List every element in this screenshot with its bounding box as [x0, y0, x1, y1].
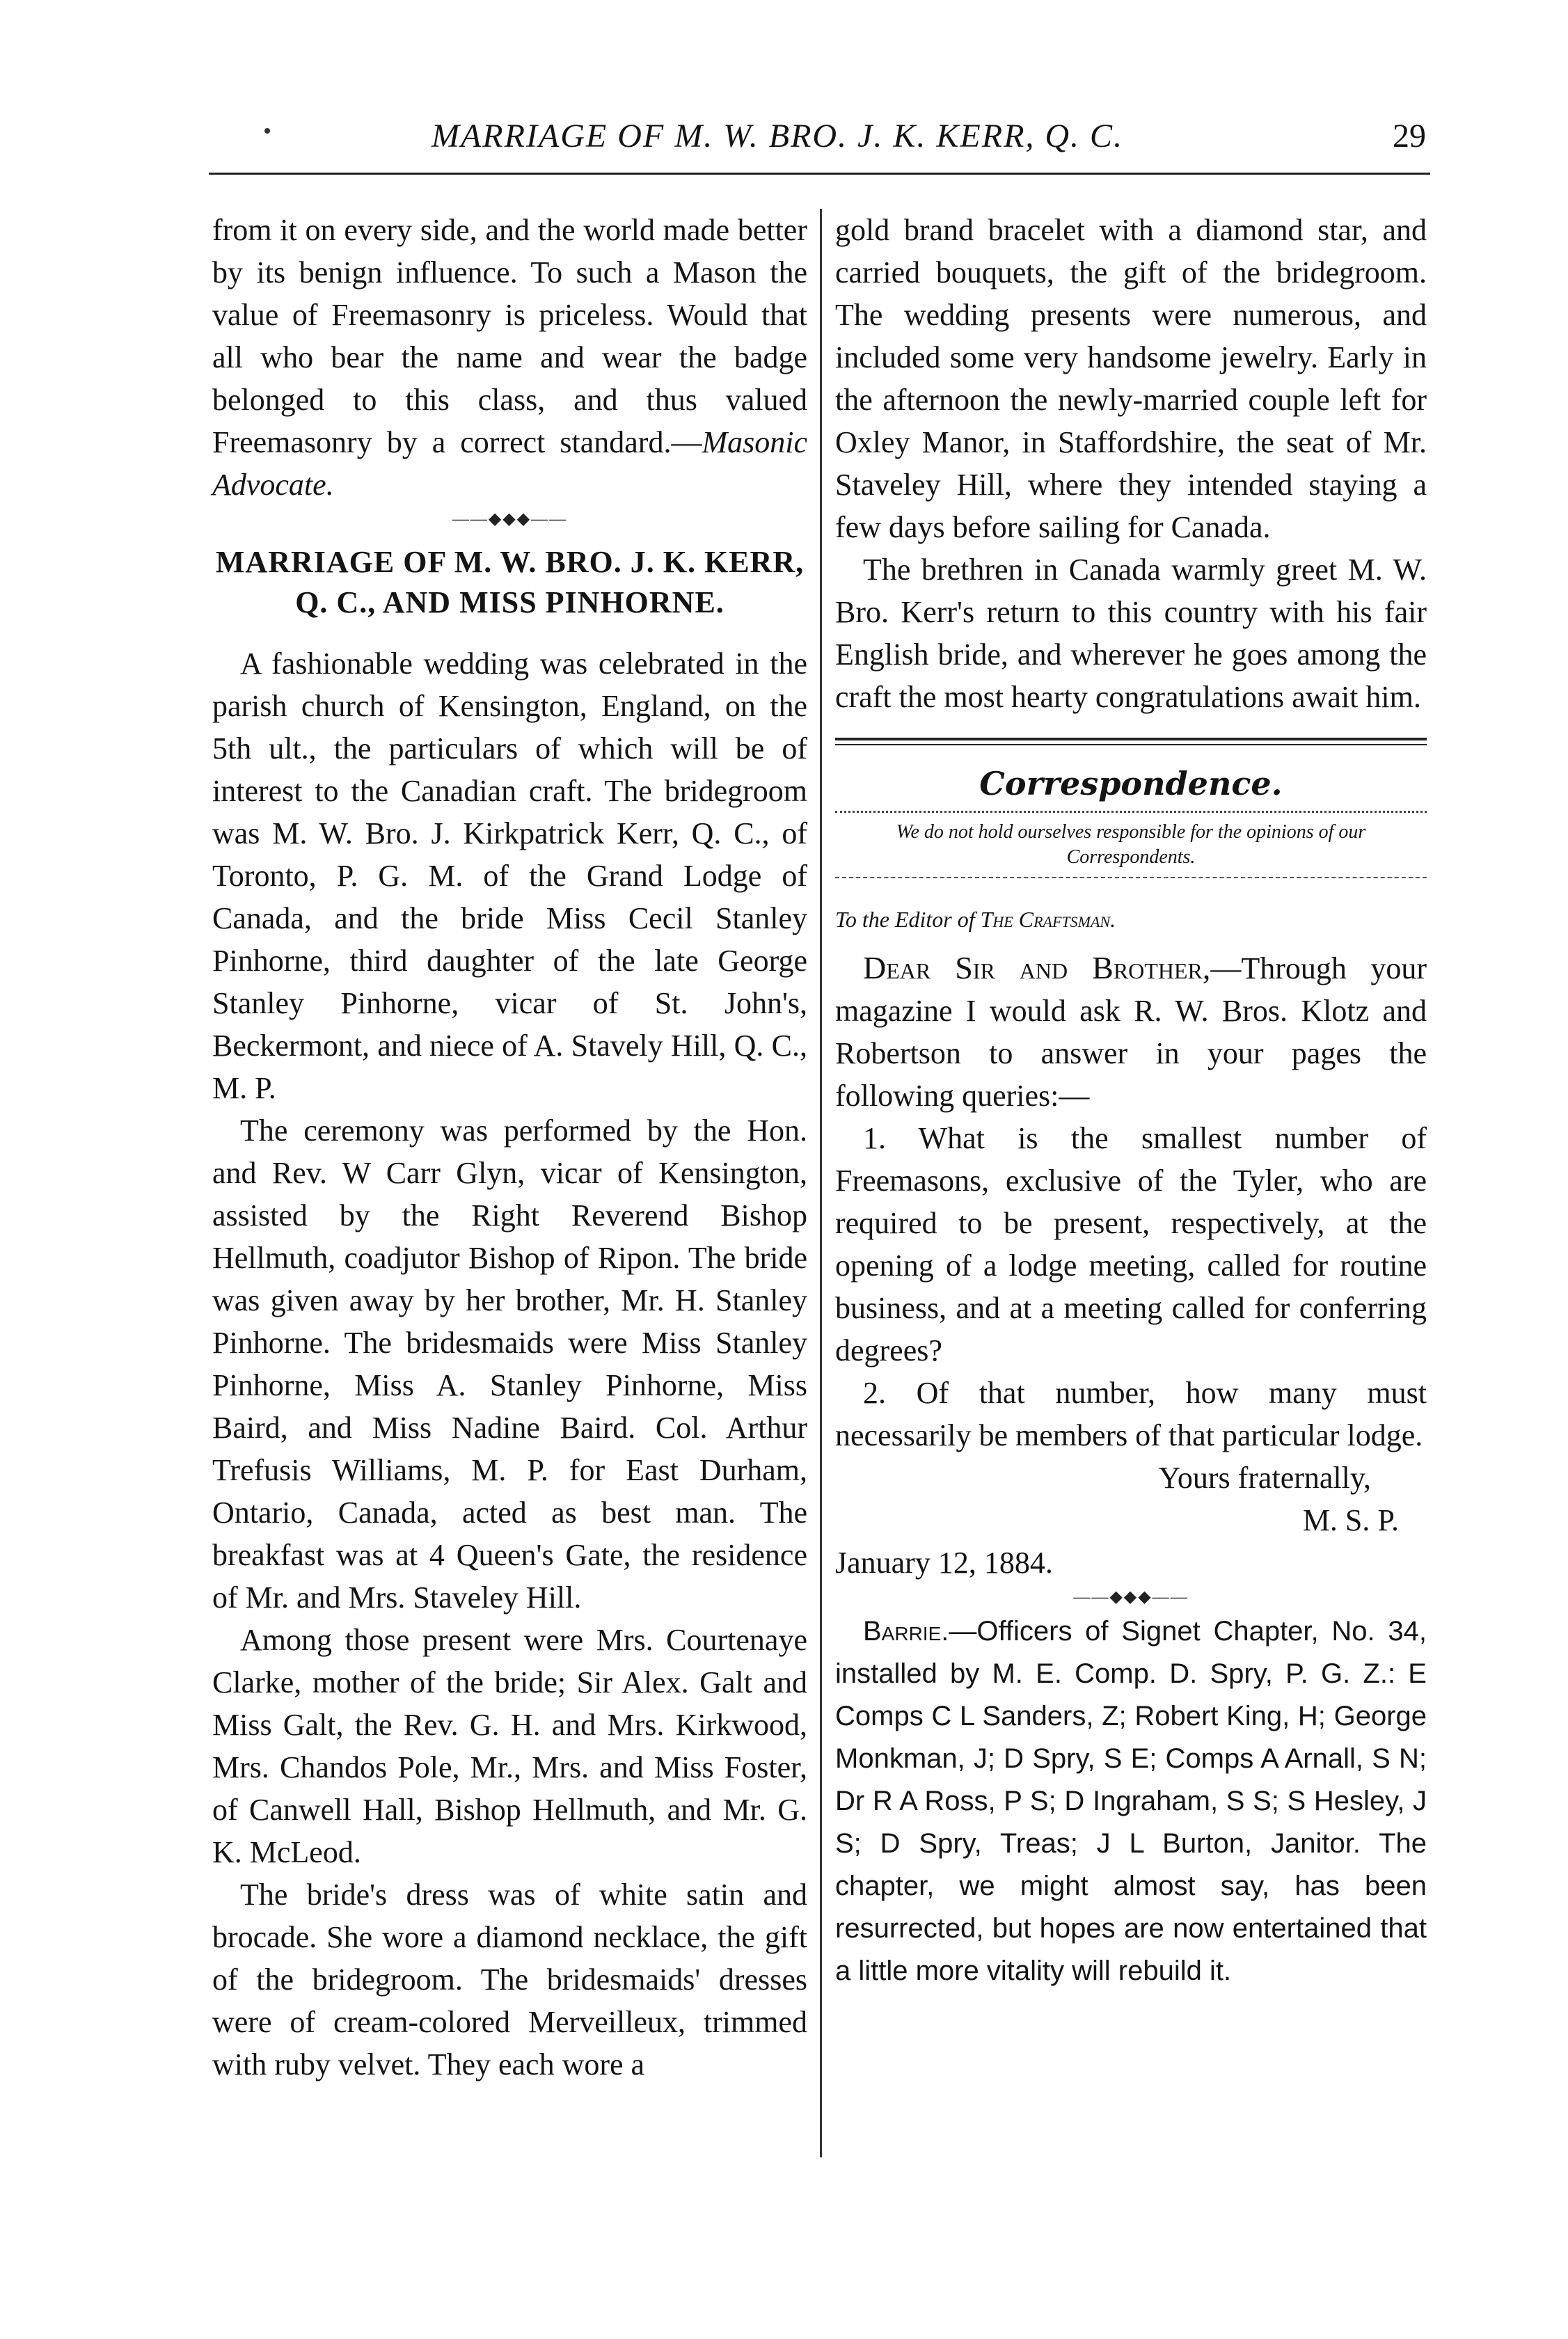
left-column: [212, 209, 807, 2086]
double-rule: [835, 738, 1427, 745]
article-paragraph: The brethren in Canada warmly greet M. W. Bro. Kerr's return to this country with his fair English bride, and wherever he goes among the craft the most hearty congratulations await him.: [835, 553, 1427, 714]
section-title: Correspondence.: [979, 765, 1283, 802]
article-paragraph: Among those present were Mrs. Courtenaye Clarke, mother of the bride; Sir Alex. Galt and Miss Galt, the Rev. G. H. and Mrs. Kirkwood, Mrs. Chandos Pole, Mr., Mrs. and Miss Foster, of Canwell Hall, Bishop Hellmuth, and Mr. G. K. McLeod.: [212, 1623, 807, 1869]
page-header: [251, 111, 1430, 167]
article-paragraph: The bride's dress was of white satin and brocade. She wore a diamond necklace, the gift of the bridegroom. The bridesmaids' dresses were of cream-colored Merveilleux, trimmed with ruby velvet. They each wore a: [212, 1878, 807, 2082]
wavy-rule: [835, 877, 1427, 884]
header-dot: [264, 128, 270, 134]
editorial-disclaimer: We do not hold ourselves responsible for the opinions of our Correspondents.: [896, 821, 1366, 868]
page-number: 29: [1393, 118, 1426, 154]
dotted-rule: [835, 811, 1427, 813]
continued-paragraph: [212, 209, 807, 506]
continued-text: from it on every side, and the world made better by its benign influence. To such a Mason the value of Freemasonry is priceless. Would that all who bear the name and wear the badge belonged to this class, and thus valued Freemasonry by a correct standard.—: [212, 213, 807, 459]
letter-intro: [835, 946, 1427, 1117]
article-heading: MARRIAGE OF M. W. BRO. J. K. KERR, Q. C., AND MISS PINHORNE.: [215, 545, 805, 619]
address-prefix: To the Editor of: [835, 907, 981, 932]
letter-signature: M. S. P.: [1302, 1503, 1399, 1537]
query-paragraph: 2. Of that number, how many must necessarily be members of that particular lodge.: [835, 1376, 1427, 1452]
news-place: Barrie.: [863, 1616, 949, 1647]
letter-closing: Yours fraternally,: [1158, 1461, 1371, 1495]
letter-intro-text: —Through your magazine I would ask R. W. Bros. Klotz and Robertson to answer in your pages the following queries:—: [835, 951, 1427, 1113]
right-column: [835, 209, 1427, 1992]
article-paragraph: A fashionable wedding was celebrated in the parish church of Kensington, England, on the 5th ult., the particulars of which will be of interest to the Canadian craft. The bridegroom was M. W. Bro. J. Kirkpatrick Kerr, Q. C., of Toronto, P. G. M. of the Grand Lodge of Canada, and the bride Miss Cecil Stanley Pinhorne, third daughter of the late George Stanley Pinhorne, vicar of St. John's, Beckermont, and niece of A. Stavely Hill, Q. C., M. P.: [212, 647, 807, 1105]
salutation: Dear Sir and Brother,: [863, 950, 1211, 985]
source-citation: Masonic Advocate.: [212, 425, 807, 502]
ornament-divider: ——◆◆◆——: [1073, 1588, 1189, 1606]
news-paragraph: [835, 1610, 1427, 1992]
running-title: MARRIAGE OF M. W. BRO. J. K. KERR, Q. C.: [431, 118, 1124, 154]
query-paragraph: 1. What is the smallest number of Freemasons, exclusive of the Tyler, who are required to be present, respectively, at the opening of a lodge meeting, called for routine business, and at a meeting called for conferring degrees?: [835, 1121, 1427, 1367]
column-divider: [820, 209, 822, 2157]
article-paragraph: gold brand bracelet with a diamond star, and carried bouquets, the gift of the bridegroom. The wedding presents were numerous, and included some very handsome jewelry. Early in the afternoon the newly-married couple left for Oxley Manor, in Staffordshire, the seat of Mr. Staveley Hill, where they intended staying a few days before sailing for Canada.: [835, 213, 1427, 544]
letter-date: January 12, 1884.: [835, 1546, 1053, 1580]
news-text: —Officers of Signet Chapter, No. 34, installed by M. E. Comp. D. Spry, P. G. Z.: E Comps C L Sanders, Z; Robert King, H; George Monkman, J; D Spry, S E; Comps A Arnall, S N; Dr R A Ross, P S; D Ingraham, S S; S Hesley, J S; D Spry, Treas; J L Burton, Janitor. The chapter, we might almost say, has been resurrected, but hopes are now entertained that a little more vitality will rebuild it.: [835, 1616, 1427, 1986]
letter-address: [835, 902, 1427, 937]
ornament-divider: ——◆◆◆——: [452, 510, 568, 528]
address-paper: The Craftsman.: [980, 907, 1116, 932]
article-paragraph: The ceremony was performed by the Hon. and Rev. W Carr Glyn, vicar of Kensington, assisted by the Right Reverend Bishop Hellmuth, coadjutor Bishop of Ripon. The bride was given away by her brother, Mr. H. Stanley Pinhorne. The bridesmaids were Miss Stanley Pinhorne, Miss A. Stanley Pinhorne, Miss Baird, and Miss Nadine Baird. Col. Arthur Trefusis Williams, M. P. for East Durham, Ontario, Canada, acted as best man. The breakfast was at 4 Queen's Gate, the residence of Mr. and Mrs. Staveley Hill.: [212, 1113, 807, 1615]
header-rule: [209, 173, 1430, 175]
